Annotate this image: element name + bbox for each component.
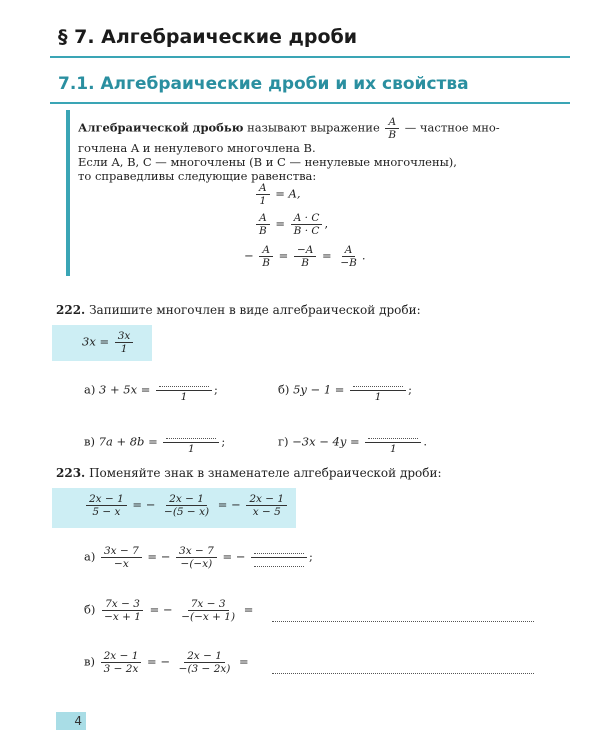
- exercise-222-c: в) 7a + 8b = 1 ;: [84, 430, 225, 455]
- exercise-222-sample: 3x = $\frac{3x}{1}$: [82, 330, 135, 355]
- exercise-222-b: б) 5y − 1 = 1 ;: [278, 378, 412, 403]
- equation-3: − $\frac{A}{B}$ = $\frac{-A}{B}$ = $\frac{A}{-B}$ .: [244, 244, 366, 269]
- answer-blank[interactable]: [368, 430, 418, 439]
- exercise-222-a: а) 3 + 5x = 1 ;: [84, 378, 218, 403]
- fraction-a-over-b: $\frac{A}{B}$: [385, 116, 399, 141]
- subsection-title: 7.1. Алгебраические дроби и их свойства: [58, 74, 469, 94]
- definition-line-2: гочлена A и ненулевого многочлена B.: [78, 141, 316, 155]
- exercise-222-heading: 222. Запишите многочлен в виде алгебраической дроби:: [56, 303, 421, 317]
- exercise-223-a: а) $\frac{3x - 7}{-x}$ = − $\frac{3x - 7}{-(-x)}$ = − ;: [84, 545, 313, 570]
- answer-blank[interactable]: [254, 558, 304, 567]
- definition-term: Алгебраической дробью: [78, 120, 244, 135]
- answer-line[interactable]: [272, 672, 534, 674]
- answer-line[interactable]: [272, 620, 534, 622]
- answer-blank[interactable]: [166, 430, 216, 439]
- exercise-223-sample: $\frac{2x - 1}{5 - x}$ = − $\frac{2x - 1}{-(5 - x)}$ = − $\frac{2x - 1}{x - 5}$: [84, 493, 289, 518]
- subsection-divider: [50, 102, 570, 104]
- definition-line-4: то справедливы следующие равенства:: [78, 169, 317, 183]
- exercise-223-b: б) $\frac{7x - 3}{-x + 1}$ = − $\frac{7x - 3}{-(-x + 1)}$ =: [84, 598, 254, 623]
- exercise-223-c: в) $\frac{2x - 1}{3 - 2x}$ = − $\frac{2x - 1}{-(3 - 2x)}$ =: [84, 650, 249, 675]
- equation-1: $\frac{A}{1}$ = A,: [254, 182, 301, 207]
- section-title: § 7. Алгебраические дроби: [58, 26, 358, 48]
- section-divider: [50, 56, 570, 58]
- answer-blank[interactable]: [254, 545, 304, 554]
- definition-block: [78, 116, 548, 183]
- page-number: 4: [56, 712, 86, 730]
- exercise-223-heading: 223. Поменяйте знак в знаменателе алгебраической дроби:: [56, 466, 442, 480]
- definition-line-1: Алгебраической дробью называют выражение $\frac{A}{B}$ — частное мно-: [78, 116, 500, 141]
- answer-blank[interactable]: [353, 378, 403, 387]
- equation-2: $\frac{A}{B}$ = $\frac{A \cdot C}{B \cdot C}$ ,: [254, 212, 328, 237]
- exercise-222-d: г) −3x − 4y = 1 .: [278, 430, 427, 455]
- answer-blank[interactable]: [159, 378, 209, 387]
- definition-accent-bar: [66, 110, 70, 276]
- definition-line-3: Если A, B, C — многочлены (B и C — ненулевые многочлены),: [78, 155, 457, 169]
